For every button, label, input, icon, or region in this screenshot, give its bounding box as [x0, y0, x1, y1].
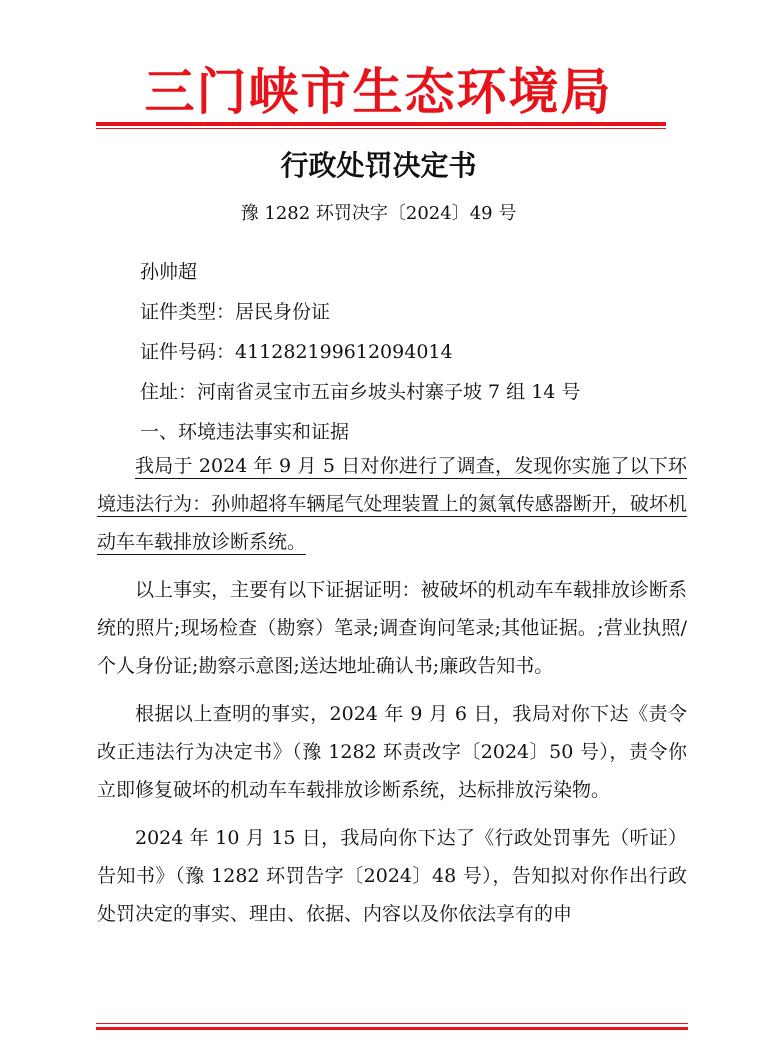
document-number: 豫 1282 环罚决字〔2024〕49 号 — [240, 203, 517, 224]
document-title: 行政处罚决定书 — [280, 149, 477, 182]
facts-paragraph: 我局于 2024 年 9 月 5 日对你进行了调查，发现你实施了以下环境违法行为：孙帅超将车辆尾气处理装置上的氮氧传感器断开，破坏机动车车载排放诊断系统。 — [97, 455, 687, 553]
document-body — [97, 447, 687, 943]
section-heading: 一、环境违法事实和证据 — [140, 421, 350, 443]
party-id-number: 证件号码：411282199612094014 — [140, 341, 453, 363]
notice-paragraph: 2024 年 10 月 15 日，我局向你下达了《行政处罚事先（听证）告知书》（豫 1282 环罚告字〔2024〕48 号），告知拟对你作出行政处罚决定的事实、理由、依据、内容以及你依法享有的申 — [97, 827, 687, 925]
header-rule-thin — [96, 128, 666, 129]
evidence-paragraph: 以上事实，主要有以下证据证明：被破坏的机动车车载排放诊断系统的照片;现场检查（勘察）笔录;调查询问笔录;其他证据。;营业执照/个人身份证;勘察示意图;送达地址确认书;廉政告知书。 — [97, 579, 687, 677]
agency-title: 三门峡市生态环境局 — [144, 62, 613, 121]
party-address: 住址：河南省灵宝市五亩乡坡头村寨子坡 7 组 14 号 — [140, 381, 581, 403]
party-id-type: 证件类型：居民身份证 — [140, 301, 331, 323]
party-name: 孙帅超 — [140, 261, 198, 283]
header-rule-thick — [96, 122, 666, 126]
footer-rule-thick — [96, 1027, 688, 1030]
order-paragraph: 根据以上查明的事实，2024 年 9 月 6 日，我局对你下达《责令改正违法行为决定书》（豫 1282 环责改字〔2024〕50 号），责令你立即修复破坏的机动车车载排放诊断系统，达标排放污染物。 — [97, 703, 687, 801]
footer-rule-thin — [96, 1023, 688, 1024]
